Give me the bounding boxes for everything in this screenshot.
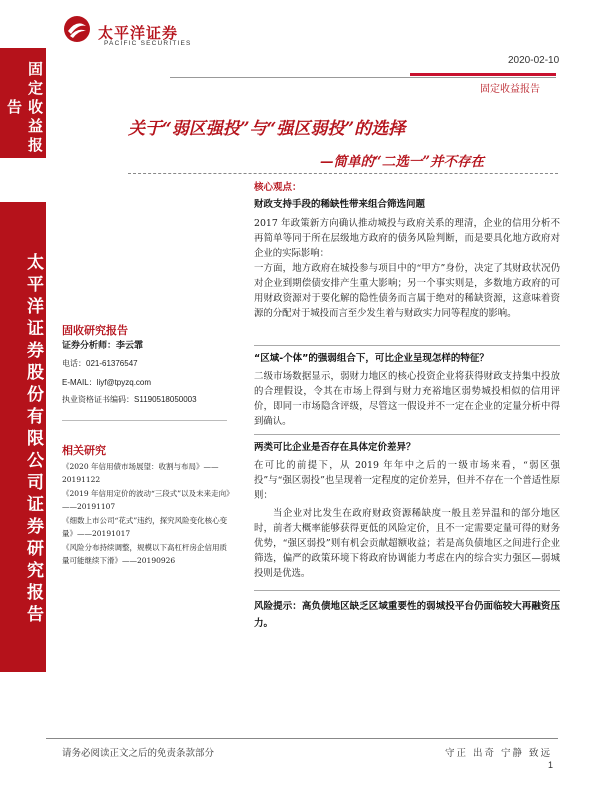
related-research-label: 相关研究 [62, 444, 106, 457]
page-title: 关于“弱区强投”与“强区弱投”的选择 [128, 119, 406, 139]
core-view-label: 核心观点： [254, 182, 302, 193]
report-date: 2020-02-10 [508, 55, 560, 66]
left-divider [62, 420, 227, 421]
header-gray-rule [170, 77, 556, 78]
company-logo-icon [62, 14, 92, 44]
report-type: 固定收益报告 [480, 84, 540, 95]
main-content-2 [254, 351, 560, 429]
related-item[interactable]: 《细数上市公司“花式”违约，探究风险变化核心变量》——20191017 [62, 516, 228, 538]
section-divider [254, 345, 560, 346]
company-vertical-text: 太平洋证券股份有限公司证券研究报告 [23, 253, 43, 627]
analyst-email[interactable]: E-MAIL：liyf@tpyzq.com [62, 378, 152, 387]
paragraph: 二级市场数据显示，弱财力地区的核心投资企业将获得财政支持集中投放的合理假设，令其在市场上得到与财力充裕地区弱势城投相似的信用评价，即同一市场隐含评级，尽管这一假设并不一定在企业的定量分析中得到确认。 [254, 371, 560, 427]
related-item[interactable]: 《风险分布持续调整，规模以下高杠杆房企信用质量可能继续下滑》——20190926 [62, 543, 227, 565]
related-item[interactable]: 《2020 年信用债市场展望：收割与布局》——20191122 [62, 462, 219, 484]
footer-disclaimer: 请务必阅读正文之后的免责条款部分 [62, 748, 215, 759]
paragraph: 一方面，地方政府在城投参与项目中的“甲方”身份，决定了其财政状况仍对企业到期偿债安排产生重大影响；另一个事实则是，多数地方政府的可用财政资源对于要化解的隐性债务而言属于绝对的稀缺资源，这意味着资源的分配对于城投而言至少发生着与财政实力同等程度的影响。 [254, 263, 560, 319]
main-content [254, 180, 560, 321]
logo-cn-text: 太平洋证券 [98, 24, 179, 42]
footer-motto: 守正 出奇 宁静 致远 [445, 748, 553, 759]
analyst-name: 证券分析师：李云霏 [62, 341, 144, 351]
heading-region-entity: “区域-个体”的强弱组合下，可比企业呈现怎样的特征？ [254, 353, 489, 364]
page-subtitle: —简单的“二选一”并不存在 [320, 154, 485, 170]
category-vertical-text: 固定收益报告 [5, 60, 44, 156]
related-item[interactable]: 《2019 年信用定价的波动“三段式”以及未来走向》——20191107 [62, 489, 230, 511]
page-number: 1 [548, 760, 554, 770]
risk-warning: 风险提示：高负债地区缺乏区域重要性的弱城投平台仍面临较大再融资压力。 [254, 601, 560, 629]
report-category-label: 固收研究报告 [62, 324, 128, 337]
section-divider [254, 590, 560, 591]
footer-rule [46, 738, 558, 739]
analyst-phone: 电话：021-61376547 [62, 359, 138, 368]
heading-pricing-difference: 两类可比企业是否存在具体定价差异？ [254, 442, 416, 453]
paragraph: 当企业对比发生在政府财政资源稀缺度一般且差异温和的部分地区时，前者大概率能够获得更低的风险定价，且不一定需要定量可得的财务优势，“强区弱投”则有机会贡献超额收益；若是高负债地区之间进行企业筛选，偏严的政策环境下将政府协调能力考虑在内的综合实力强区—弱城投则是优选。 [254, 508, 560, 579]
paragraph: 在可比的前提下，从 2019 年年中之后的一级市场来看，“弱区强投”与“强区弱投”也呈现着一定程度的定价差异，但并不存在一个普适性原则： [254, 460, 560, 501]
paragraph: 2017 年政策新方向确认推动城投与政府关系的理清，企业的信用分析不再简单等同于所在层级地方政府的债务风险判断，而是要具化地方政府对企业的实际影响： [254, 218, 560, 259]
heading-fiscal-support: 财政支持手段的稀缺性带来组合筛选问题 [254, 199, 426, 210]
section-divider [254, 434, 560, 435]
logo-en-text: PACIFIC SECURITIES [104, 40, 192, 47]
main-content-3 [254, 440, 560, 581]
header-red-rule [410, 73, 556, 76]
analyst-cert: 执业资格证书编码：S1190518050003 [62, 395, 197, 404]
title-divider [128, 173, 558, 174]
